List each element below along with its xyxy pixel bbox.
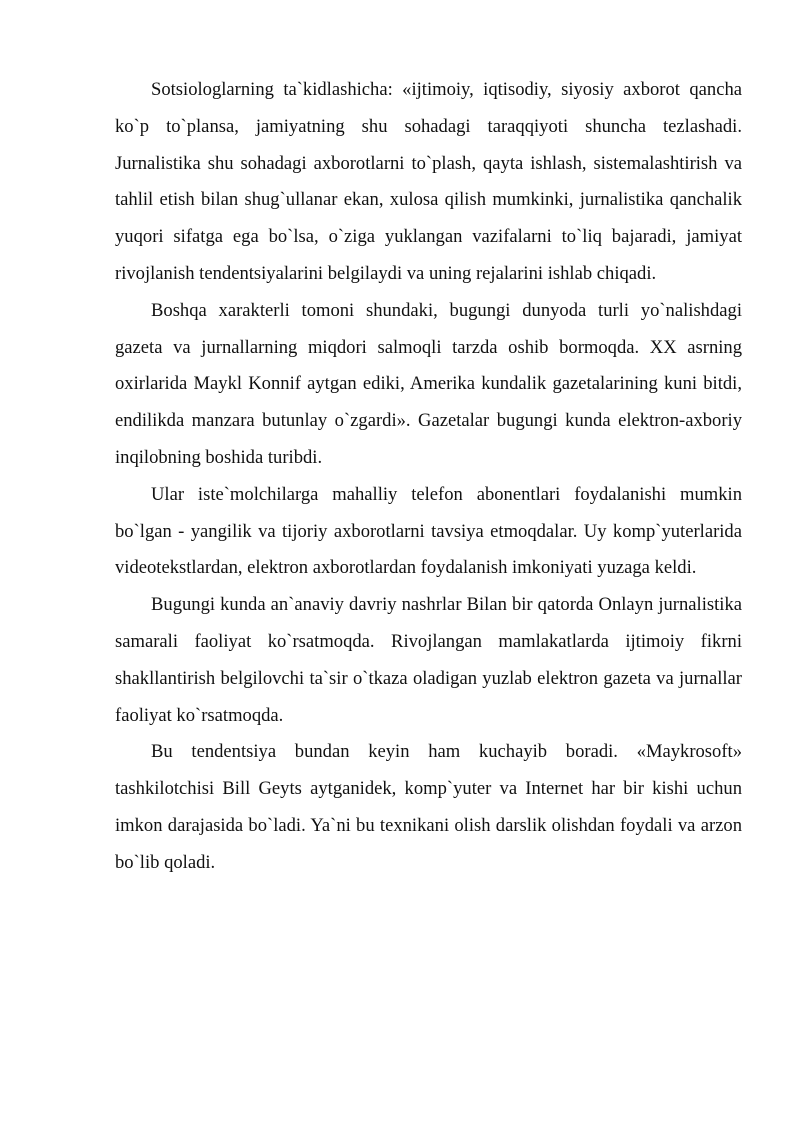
paragraph-4: Bugungi kunda an`anaviy davriy nashrlar Bilan bir qatorda Onlayn jurnalistika samarali faoliyat ko`rsatmoqda. Rivojlangan mamlakatlarda ijtimoiy fikrni shakllantirish belgilovchi ta`sir o`tkaza oladigan yuzlab elektron gazeta va jurnallar faoliyat ko`rsatmoqda. [115, 594, 742, 726]
paragraph-3: Ular iste`molchilarga mahalliy telefon abonentlari foydalanishi mumkin bo`lgan - yangilik va tijoriy axborotlarni tavsiya etmoqdalar. Uy komp`yuterlarida videotekstlardan, elektron axborotlardan foydalanish imkoniyati yuzaga keldi. [115, 483, 742, 579]
paragraph-2: Boshqa xarakterli tomoni shundaki, bugungi dunyoda turli yo`nalishdagi gazeta va jurnallarning miqdori salmoqli tarzda oshib bormoqda. XX asrning oxirlarida Maykl Konnif aytgan ediki, Amerika kundalik gazetalarining kuni bitdi, endilikda manzara butunlay o`zgardi». Gazetalar bugungi kunda elektron-axboriy inqilobning boshida turibdi. [115, 299, 742, 468]
paragraph-5: Bu tendentsiya bundan keyin ham kuchayib boradi. «Maykrosoft» tashkilotchisi Bill Geyts aytganidek, komp`yuter va Internet har bir kishi uchun imkon darajasida bo`ladi. Ya`ni bu texnikani olish darslik olishdan foydali va arzon bo`lib qoladi. [115, 741, 742, 873]
document-body [115, 72, 742, 882]
paragraph-1: Sotsiologlarning ta`kidlashicha: «ijtimoiy, iqtisodiy, siyosiy axborot qancha ko`p to`plansa, jamiyatning shu sohadagi taraqqiyoti shuncha tezlashadi. Jurnalistika shu sohadagi axborotlarni to`plash, qayta ishlash, sistemalashtirish va tahlil etish bilan shug`ullanar ekan, xulosa qilish mumkinki, jurnalistika qanchalik yuqori sifatga ega bo`lsa, o`ziga yuklangan vazifalarni to`liq bajaradi, jamiyat rivojlanish tendentsiyalarini belgilaydi va uning rejalarini ishlab chiqadi. [115, 79, 742, 284]
